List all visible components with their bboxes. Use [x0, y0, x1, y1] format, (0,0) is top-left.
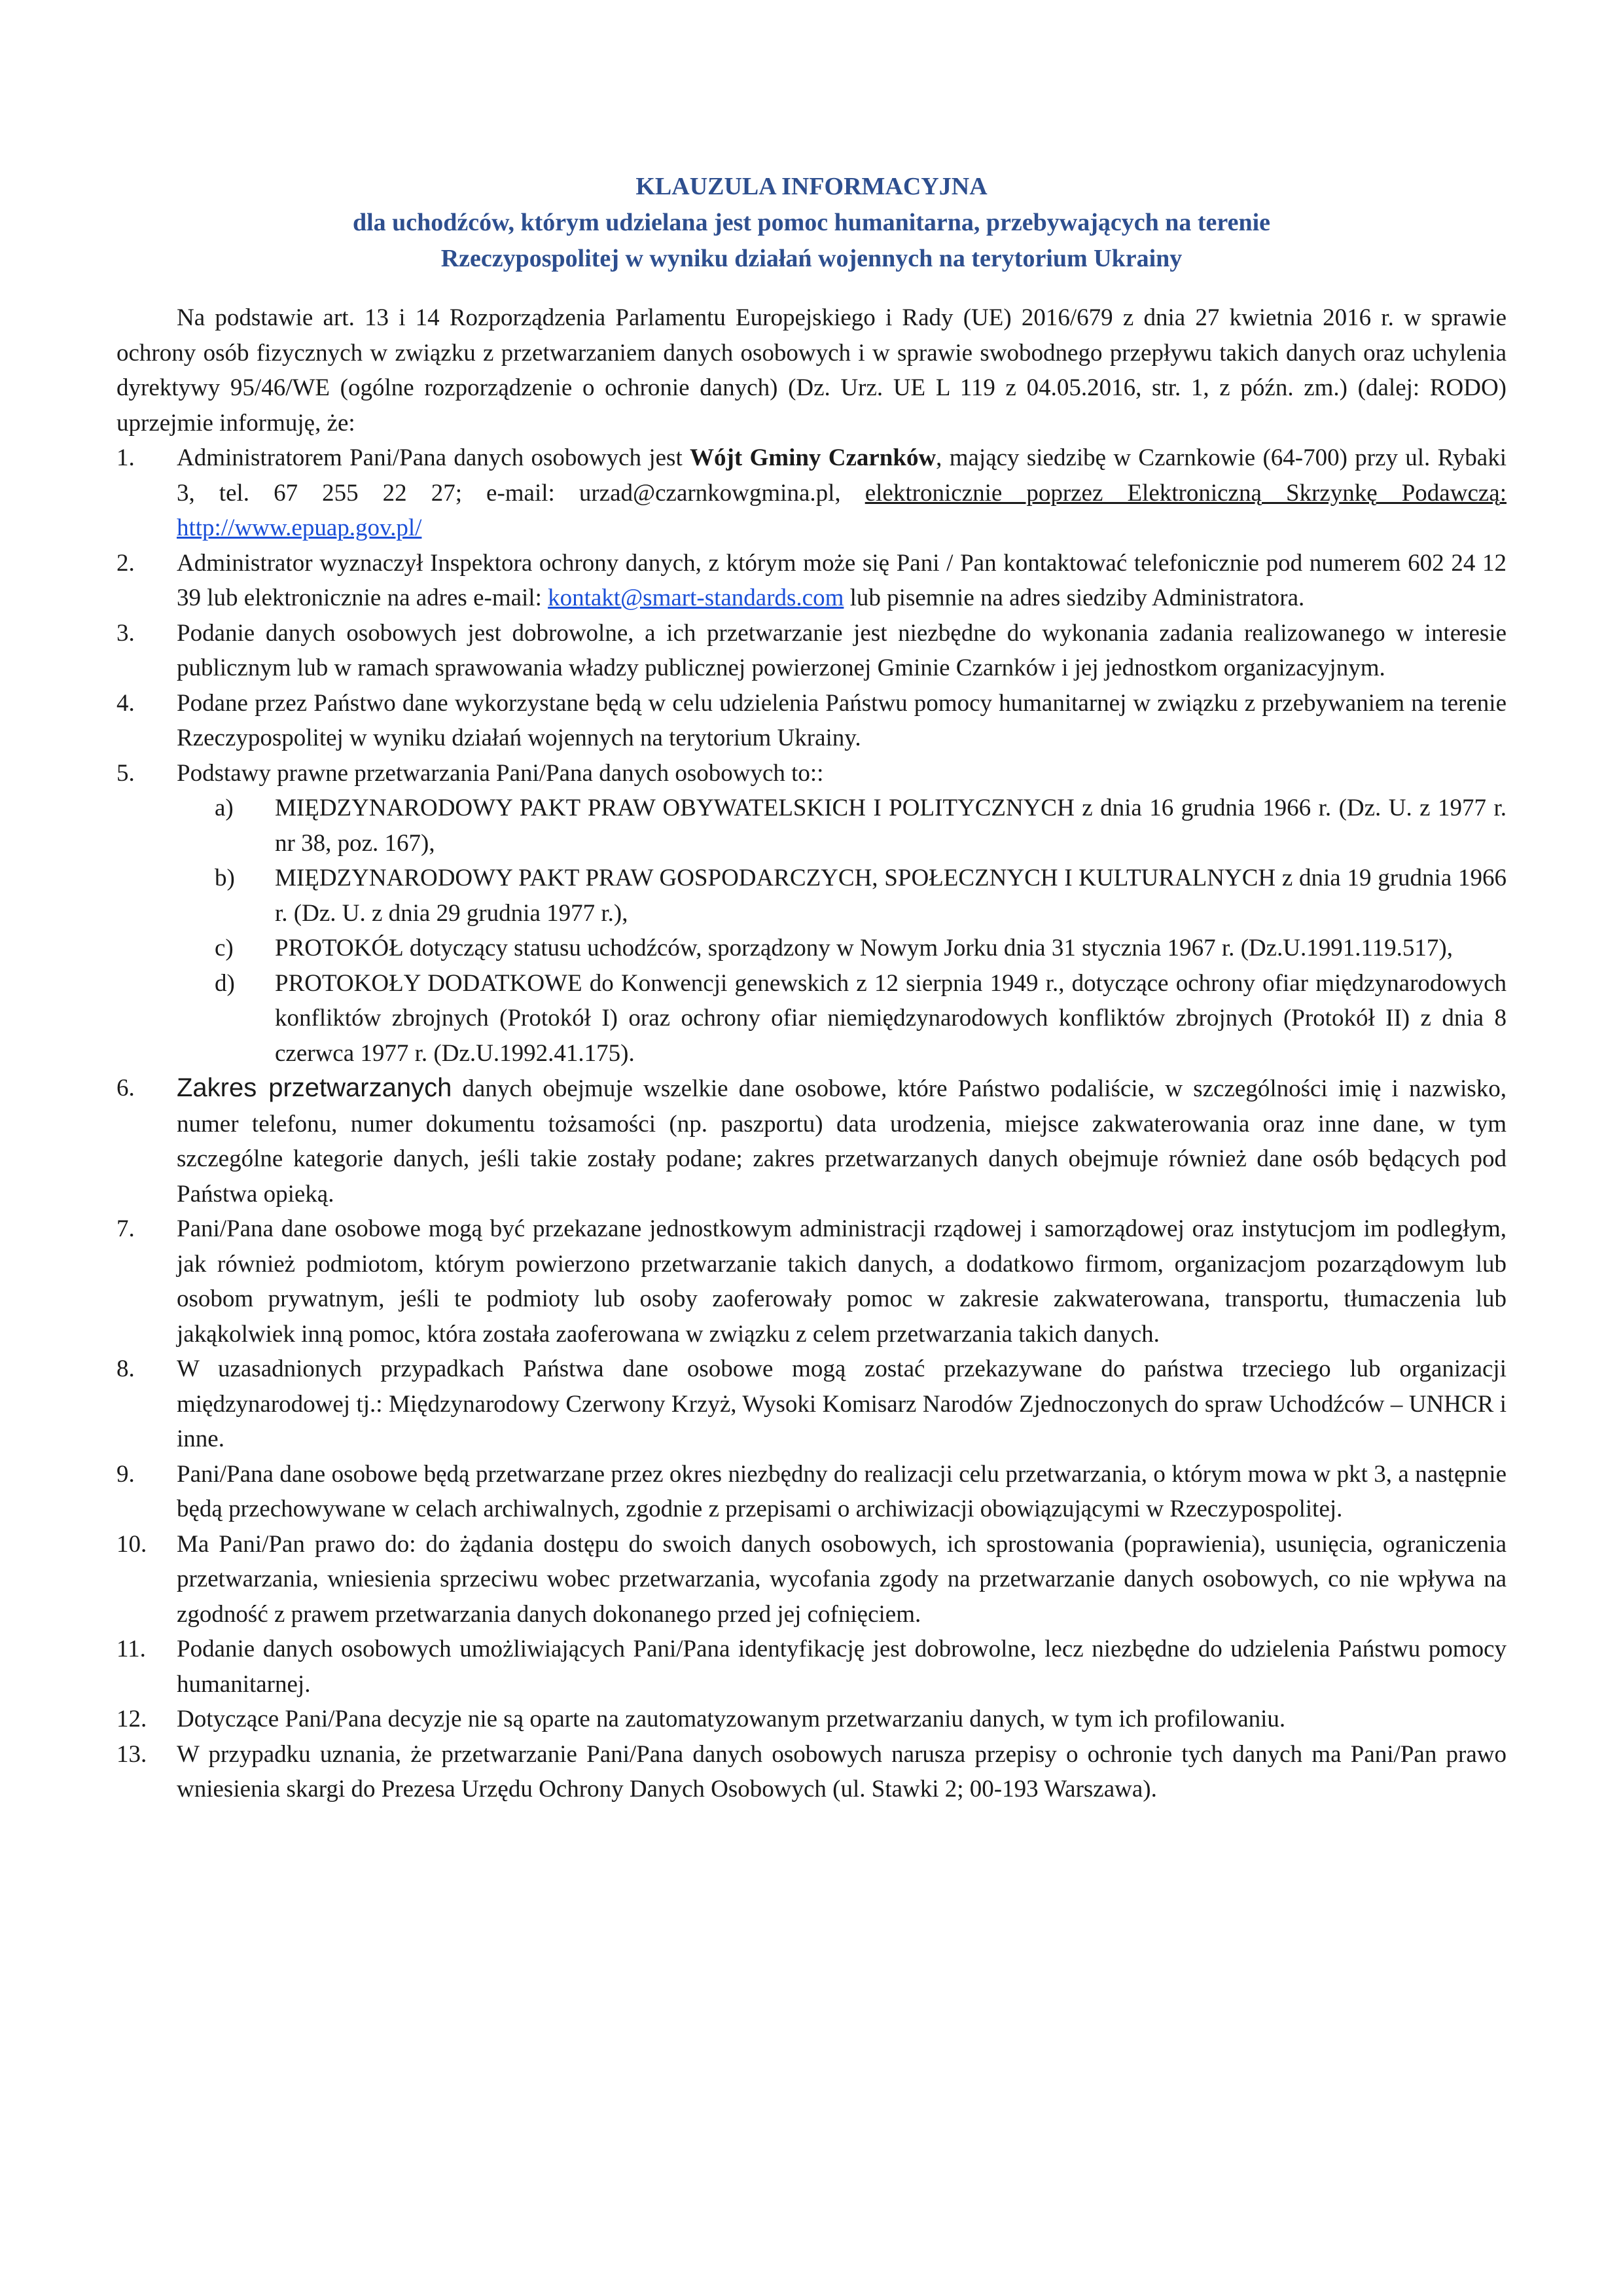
- item-number: 13.: [116, 1740, 147, 1768]
- item-text: Podanie danych osobowych jest dobrowolne, a ich przetwarzanie jest niezbędne do wykonania zadania realizowanego w interesie publicznym lub w ramach sprawowania władzy publicznej powierzonej Gminie Czarnków i jej jednostkom organizacyjnym.: [177, 619, 1507, 681]
- list-item-2: [116, 546, 1507, 616]
- sub-item-text: PROTOKÓŁ dotyczący statusu uchodźców, sporządzony w Nowym Jorku dnia 31 stycznia 1967 r. (Dz.U.1991.119.517),: [275, 935, 1453, 961]
- item-text-continued: , mający siedzibę w Czarnkowie (64-700) przy ul. Rybaki 3, tel. 67 255 22 27; e-mail: urzad@czarnkowgmina.pl,: [177, 444, 1507, 507]
- document-title: KLAUZULA INFORMACYJNA: [635, 173, 988, 200]
- list-item-1: [116, 440, 1507, 546]
- iod-email-link[interactable]: kontakt@smart-standards.com: [548, 584, 844, 611]
- item-text: Pani/Pana dane osobowe mogą być przekazane jednostkowym administracji rządowej i samorządowej oraz instytucjom im podległym, jak również podmiotom, którym powierzono przetwarzanie takich danych, a dodatkowo firmom, organizacjom pozarządowym lub osobom prywatnym, jeśli te podmioty lub osoby zaoferowały pomoc w zakresie zakwaterowana, transportu, tłumaczenia lub jakąkolwiek inną pomoc, która została zaoferowana w związku z celem przetwarzania takich danych.: [177, 1215, 1507, 1348]
- list-item-11: [116, 1632, 1507, 1702]
- document-subtitle-line1: dla uchodźców, którym udzielana jest pomoc humanitarna, przebywających na terenie: [352, 209, 1271, 236]
- item-number: 1.: [116, 444, 135, 471]
- sub-item-letter: c): [215, 935, 234, 961]
- sub-item-text: PROTOKOŁY DODATKOWE do Konwencji genewskich z 12 sierpnia 1949 r., dotyczące ochrony ofiar międzynarodowych konfliktów zbrojnych (Protokół I) oraz ochrony ofiar niemiędzynarodowych konfliktów zbrojnych (Protokół II) z dnia 8 czerwca 1977 r. (Dz.U.1992.41.175).: [275, 969, 1507, 1067]
- item-number: 12.: [116, 1706, 147, 1732]
- item-text: W uzasadnionych przypadkach Państwa dane osobowe mogą zostać przekazywane do państwa trzeciego lub organizacji międzynarodowej tj.: Międzynarodowy Czerwony Krzyż, Wysoki Komisarz Narodów Zjednoczonych do spraw Uchodźców – UNHCR i inne.: [177, 1355, 1507, 1452]
- item-number: 8.: [116, 1355, 135, 1382]
- item-text: Administratorem Pani/Pana danych osobowych jest: [177, 444, 690, 471]
- item-number: 3.: [116, 619, 135, 647]
- item-number: 4.: [116, 689, 135, 717]
- epuap-link[interactable]: http://www.epuap.gov.pl/: [177, 514, 422, 541]
- epuap-description: elektronicznie poprzez Elektroniczną Skrzynkę Podawczą:: [865, 479, 1507, 507]
- item-text: Podane przez Państwo dane wykorzystane będą w celu udzielenia Państwu pomocy humanitarnej w związku z przebywaniem na terenie Rzeczypospolitej w wyniku działań wojennych na terytorium Ukrainy.: [177, 689, 1507, 751]
- list-item-9: [116, 1457, 1507, 1527]
- sub-item-c: [215, 931, 1507, 966]
- sub-item-letter: b): [215, 865, 235, 891]
- item-number: 11.: [116, 1636, 146, 1662]
- list-item-4: [116, 686, 1507, 756]
- item-text: Podanie danych osobowych umożliwiających Pani/Pana identyfikację jest dobrowolne, lecz niezbędne do udzielenia Państwu pomocy humanitarnej.: [177, 1636, 1507, 1698]
- administrator-name: Wójt Gminy Czarnków: [690, 444, 936, 471]
- sub-item-letter: d): [215, 969, 235, 997]
- sub-item-b: [215, 861, 1507, 931]
- sub-item-a: [215, 791, 1507, 861]
- clause-list: [116, 440, 1507, 1807]
- item-lead-text: Zakres przetwarzanych: [177, 1073, 452, 1102]
- legal-basis-list: [177, 791, 1507, 1071]
- item-text: danych obejmuje wszelkie dane osobowe, które Państwo podaliście, w szczególności imię i nazwisko, numer telefonu, numer dokumentu tożsamości (np. paszportu) data urodzenia, miejsce zakwaterowania oraz inne dane, w tym szczególne kategorie danych, jeśli takie zostały podane; zakres przetwarzanych danych obejmuje również dane osób będących pod Państwa opieką.: [177, 1075, 1507, 1208]
- list-item-5: [116, 756, 1507, 1071]
- sub-item-text: MIĘDZYNARODOWY PAKT PRAW OBYWATELSKICH I POLITYCZNYCH z dnia 16 grudnia 1966 r. (Dz. U. z 1977 r. nr 38, poz. 167),: [275, 795, 1507, 857]
- item-number: 6.: [116, 1075, 135, 1102]
- sub-item-letter: a): [215, 795, 234, 821]
- list-item-7: [116, 1211, 1507, 1352]
- item-text: Podstawy prawne przetwarzania Pani/Pana danych osobowych to::: [177, 759, 824, 787]
- item-number: 10.: [116, 1530, 147, 1558]
- sub-item-d: [215, 966, 1507, 1071]
- list-item-8: [116, 1352, 1507, 1457]
- document-subtitle-line2: Rzeczypospolitej w wyniku działań wojennych na terytorium Ukrainy: [440, 245, 1183, 272]
- list-item-3: [116, 616, 1507, 686]
- item-text: Pani/Pana dane osobowe będą przetwarzane przez okres niezbędny do realizacji celu przetwarzania, o którym mowa w pkt 3, a następnie będą przechowywane w celach archiwalnych, zgodnie z przepisami o archiwizacji obowiązującymi w Rzeczypospolitej.: [177, 1460, 1507, 1522]
- sub-item-text: MIĘDZYNARODOWY PAKT PRAW GOSPODARCZYCH, SPOŁECZNYCH I KULTURALNYCH z dnia 19 grudnia 1966 r. (Dz. U. z dnia 29 grudnia 1977 r.),: [275, 865, 1507, 927]
- item-text: Administrator wyznaczył Inspektora ochrony danych, z którym może się Pani / Pan kontaktować telefonicznie pod numerem 602 24 12 39 lub elektronicznie na adres e-mail:: [177, 549, 1507, 611]
- list-item-13: [116, 1737, 1507, 1807]
- item-text: W przypadku uznania, że przetwarzanie Pani/Pana danych osobowych narusza przepisy o ochronie tych danych ma Pani/Pan prawo wniesienia skargi do Prezesa Urzędu Ochrony Danych Osobowych (ul. Stawki 2; 00-193 Warszawa).: [177, 1740, 1507, 1803]
- item-text-continued: lub pisemnie na adres siedziby Administratora.: [844, 584, 1305, 611]
- item-text: Ma Pani/Pan prawo do: do żądania dostępu do swoich danych osobowych, ich sprostowania (poprawienia), usunięcia, ograniczenia przetwarzania, wniesienia sprzeciwu wobec przetwarzania, wycofania zgody na przetwarzanie danych osobowych, co nie wpływa na zgodność z prawem przetwarzania danych dokonanego przed jej cofnięciem.: [177, 1530, 1507, 1628]
- document-heading: [116, 169, 1507, 277]
- item-number: 9.: [116, 1460, 135, 1488]
- item-number: 5.: [116, 759, 135, 787]
- intro-paragraph: Na podstawie art. 13 i 14 Rozporządzenia Parlamentu Europejskiego i Rady (UE) 2016/679 z dnia 27 kwietnia 2016 r. w sprawie ochrony osób fizycznych w związku z przetwarzaniem danych osobowych i w sprawie swobodnego przepływu takich danych oraz uchylenia dyrektywy 95/46/WE (ogólne rozporządzenie o ochronie danych) (Dz. Urz. UE L 119 z 04.05.2016, str. 1, z późn. zm.) (dalej: RODO) uprzejmie informuję, że:: [116, 304, 1507, 437]
- list-item-6: [116, 1071, 1507, 1211]
- item-text: Dotyczące Pani/Pana decyzje nie są oparte na zautomatyzowanym przetwarzaniu danych, w tym ich profilowaniu.: [177, 1706, 1286, 1732]
- list-item-10: [116, 1527, 1507, 1632]
- list-item-12: [116, 1702, 1507, 1737]
- item-number: 7.: [116, 1215, 135, 1242]
- item-number: 2.: [116, 549, 135, 577]
